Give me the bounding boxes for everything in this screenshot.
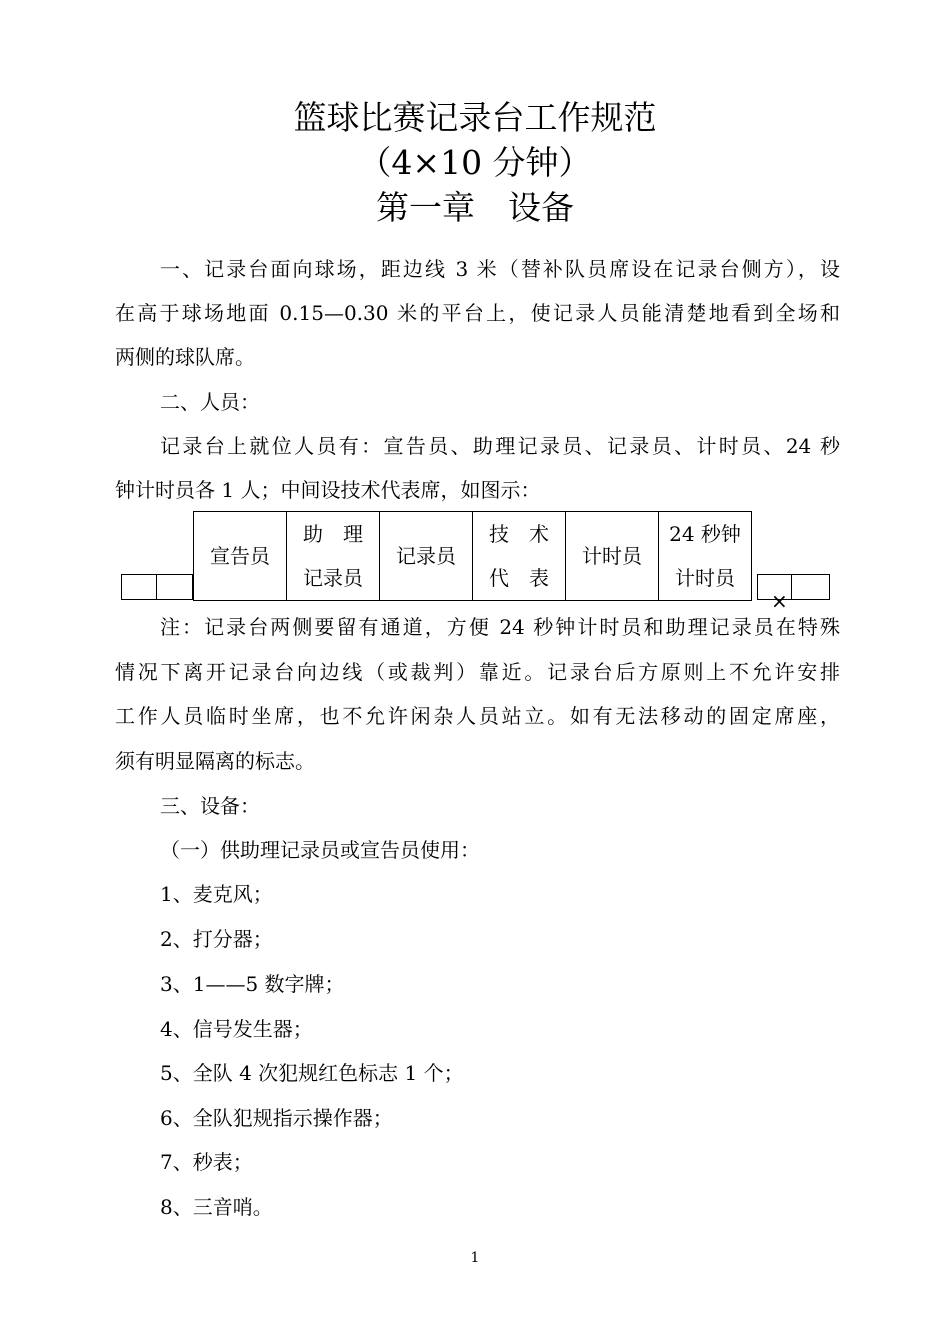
page-number: 1 xyxy=(470,1250,480,1266)
paragraph-line: 在高于球场地面 0.15—0.30 米的平台上，使记录人员能清楚地看到全场和 xyxy=(115,301,840,325)
equipment-item: 6、全队犯规指示操作器； xyxy=(160,1106,393,1130)
seat-scorer: 记录员 xyxy=(380,512,473,601)
equipment-item: 4、信号发生器； xyxy=(160,1017,313,1041)
equipment-item: 5、全队 4 次犯规红色标志 1 个； xyxy=(160,1061,464,1085)
document-subtitle: （4×10 分钟） xyxy=(358,143,592,182)
seat-timekeeper: 计时员 xyxy=(566,512,659,601)
subsection-heading: （一）供助理记录员或宣告员使用： xyxy=(160,838,480,862)
seat-technical-delegate: 技 术 代 表 xyxy=(473,512,566,601)
equipment-item: 8、三音哨。 xyxy=(160,1195,273,1219)
cross-mark-icon: × xyxy=(771,589,788,613)
section-heading-equipment: 三、设备： xyxy=(160,794,260,818)
paragraph-line: 钟计时员各 1 人；中间设技术代表席，如图示： xyxy=(115,478,541,502)
document-title: 篮球比赛记录台工作规范 xyxy=(293,98,657,137)
section-heading-personnel: 二、人员： xyxy=(160,390,260,414)
left-side-seats xyxy=(121,574,193,600)
paragraph-line: 记录台上就位人员有：宣告员、助理记录员、记录员、计时员、24 秒 xyxy=(160,434,840,458)
seat-assistant-scorer: 助 理 记录员 xyxy=(287,512,380,601)
side-seat xyxy=(122,575,157,599)
note-line: 须有明显隔离的标志。 xyxy=(115,749,315,773)
scorer-table-diagram xyxy=(193,511,752,601)
chapter-title: 第一章 设备 xyxy=(376,188,574,227)
equipment-item: 2、打分器； xyxy=(160,927,273,951)
seat-shot-clock-operator: 24 秒钟 计时员 xyxy=(659,512,752,601)
equipment-item: 3、1——5 数字牌； xyxy=(160,972,345,996)
seat-announcer: 宣告员 xyxy=(194,512,287,601)
equipment-item: 7、秒表； xyxy=(160,1150,253,1174)
equipment-item: 1、麦克风； xyxy=(160,882,273,906)
note-line: 情况下离开记录台向边线（或裁判）靠近。记录台后方原则上不允许安排 xyxy=(115,660,840,684)
note-line: 工作人员临时坐席，也不允许闲杂人员站立。如有无法移动的固定席座， xyxy=(115,704,840,728)
note-line: 注：记录台两侧要留有通道，方便 24 秒钟计时员和助理记录员在特殊 xyxy=(160,615,840,639)
paragraph-line: 两侧的球队席。 xyxy=(115,345,255,369)
paragraph-line: 一、记录台面向球场，距边线 3 米（替补队员席设在记录台侧方），设 xyxy=(160,257,840,281)
right-side-seats xyxy=(757,574,830,600)
